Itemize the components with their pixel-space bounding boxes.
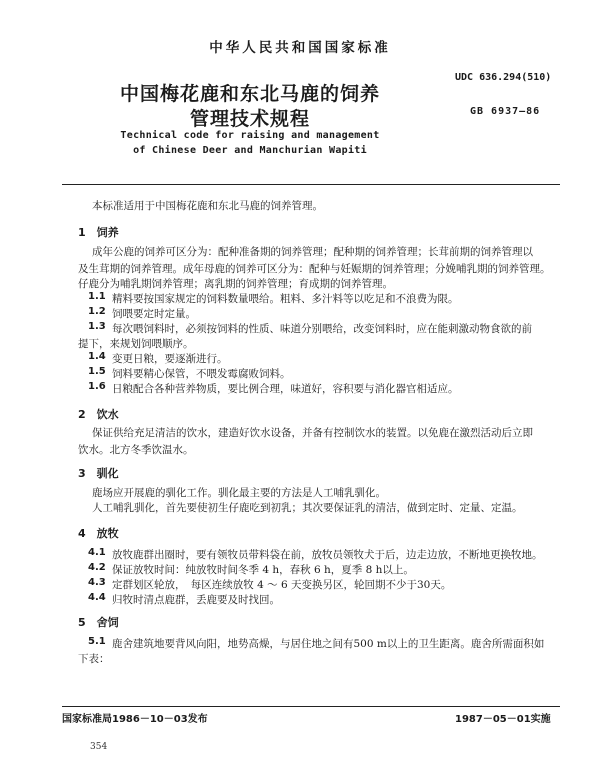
section-3-text-line: 人工哺乳驯化，首先要使初生仔鹿吃到初乳；其次要保证乳的清洁，做到定时、定量、定温。 bbox=[92, 502, 523, 514]
section-number: 4 bbox=[78, 527, 86, 540]
section-title: 饮水 bbox=[96, 408, 119, 421]
section-1-intro-line: 及生茸期的饲养管理。成年母鹿的饲养可区分为：配种与妊娠期的饲养管理；分娩哺乳期的饲养管理。 bbox=[78, 263, 551, 275]
section-2-text-line: 饮水。北方冬季饮温水。 bbox=[78, 444, 194, 456]
udc-code: UDC 636.294(510) bbox=[455, 72, 552, 83]
section-1-intro-line: 成年公鹿的饲养可区分为：配种准备期的饲养管理；配种期的饲养管理；长茸前期的饲养管理以 bbox=[92, 246, 533, 258]
section-number: 5 bbox=[78, 616, 86, 629]
clause-5-1-continued: 下表： bbox=[78, 653, 110, 665]
title-en-line1: Technical code for raising and management bbox=[120, 130, 380, 141]
scope-statement: 本标准适用于中国梅花鹿和东北马鹿的饲养管理。 bbox=[92, 200, 323, 212]
section-2-heading bbox=[78, 406, 119, 422]
section-number: 2 bbox=[78, 408, 86, 421]
section-number: 3 bbox=[78, 467, 86, 480]
page-number: 354 bbox=[90, 742, 108, 752]
section-title: 饲养 bbox=[96, 226, 119, 239]
title-zh-line1: 中国梅花鹿和东北马鹿的饲养 bbox=[119, 83, 380, 105]
gb-code: GB 6937—86 bbox=[470, 106, 541, 117]
title-en-line2: of Chinese Deer and Manchurian Wapiti bbox=[133, 145, 367, 156]
section-2-text-line: 保证供给充足清洁的饮水，建造好饮水设备，并备有控制饮水的装置。以免鹿在激烈活动后立即 bbox=[92, 427, 533, 439]
footer-divider bbox=[62, 706, 560, 707]
section-3-heading bbox=[78, 465, 119, 481]
section-3-text-line: 鹿场应开展鹿的驯化工作。驯化最主要的方法是人工哺乳驯化。 bbox=[92, 487, 386, 499]
implementation-date: 1987－05－01实施 bbox=[455, 714, 551, 725]
standard-country-header: 中华人民共和国国家标准 bbox=[209, 40, 391, 56]
publish-date: 国家标准局1986－10－03发布 bbox=[62, 714, 208, 725]
title-zh-line2: 管理技术规程 bbox=[189, 108, 310, 130]
section-number: 1 bbox=[78, 226, 86, 239]
section-4-heading bbox=[78, 525, 119, 541]
clause-1-3-continued: 提下，来规划饲喂顺序。 bbox=[78, 338, 194, 350]
section-5-heading bbox=[78, 614, 119, 630]
section-title: 驯化 bbox=[96, 467, 119, 480]
header-divider bbox=[62, 184, 560, 185]
section-1-intro-line: 仔鹿分为哺乳期饲养管理；离乳期的饲养管理；育成期的饲养管理。 bbox=[78, 278, 393, 290]
section-1-heading bbox=[78, 224, 119, 240]
section-title: 舍饲 bbox=[96, 616, 119, 629]
section-title: 放牧 bbox=[96, 527, 119, 540]
